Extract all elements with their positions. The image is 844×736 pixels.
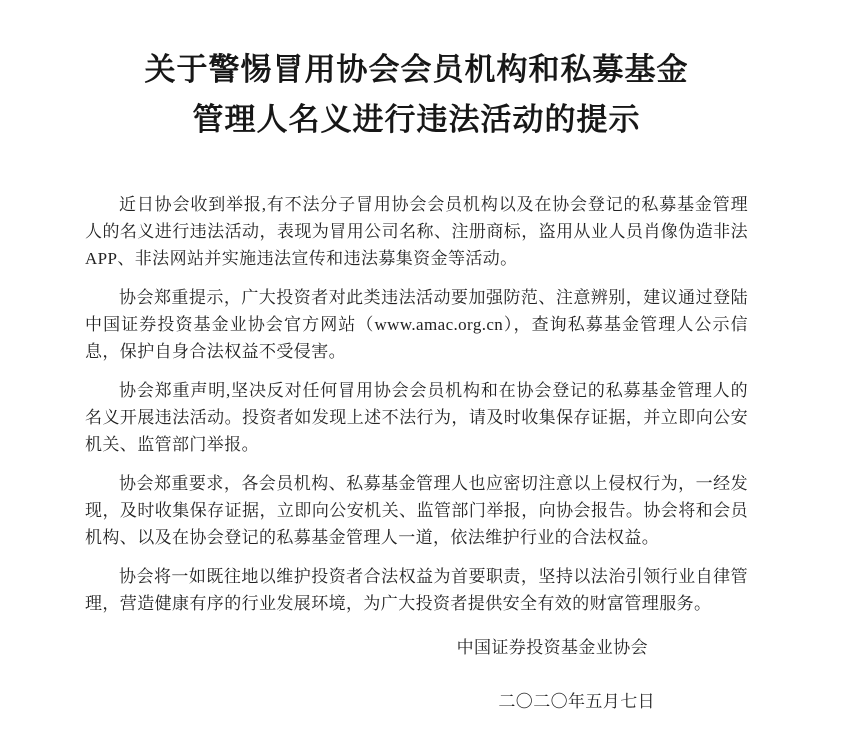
page-title (85, 45, 748, 145)
paragraph-report-received: 近日协会收到举报,有不法分子冒用协会会员机构以及在协会登记的私募基金管理人的名义进行违法活动，表现为冒用公司名称、注册商标，盗用从业人员肖像伪造非法 APP、非法网站并实施违法宣传和违法募集资金等活动。 (85, 195, 748, 268)
paragraph-investor-warning: 协会郑重提示，广大投资者对此类违法活动要加强防范、注意辨别，建议通过登陆中国证券投资基金业协会官方网站（www.amac.org.cn），查询私募基金管理人公示信息，保护自身合法权益不受侵害。 (85, 288, 748, 361)
page-title-line-2: 管理人名义进行违法活动的提示 (192, 102, 641, 137)
signature-date: 二〇二〇年五月七日 (498, 692, 655, 711)
signature-organization: 中国证券投资基金业协会 (456, 638, 648, 657)
paragraph-member-requirements: 协会郑重要求，各会员机构、私募基金管理人也应密切注意以上侵权行为，一经发现，及时收集保存证据，立即向公安机关、监管部门举报，向协会报告。协会将和会员机构、以及在协会登记的私募基金管理人一道，依法维护行业的合法权益。 (85, 474, 748, 547)
paragraph-commitment: 协会将一如既往地以维护投资者合法权益为首要职责，坚持以法治引领行业自律管理，营造健康有序的行业发展环境，为广大投资者提供安全有效的财富管理服务。 (85, 567, 748, 613)
page-title-line-1: 关于警惕冒用协会会员机构和私募基金 (144, 52, 689, 87)
paragraph-association-statement: 协会郑重声明,坚决反对任何冒用协会会员机构和在协会登记的私募基金管理人的名义开展违法活动。投资者如发现上述不法行为，请及时收集保存证据，并立即向公安机关、监管部门举报。 (85, 381, 748, 454)
notice-body (85, 191, 748, 617)
